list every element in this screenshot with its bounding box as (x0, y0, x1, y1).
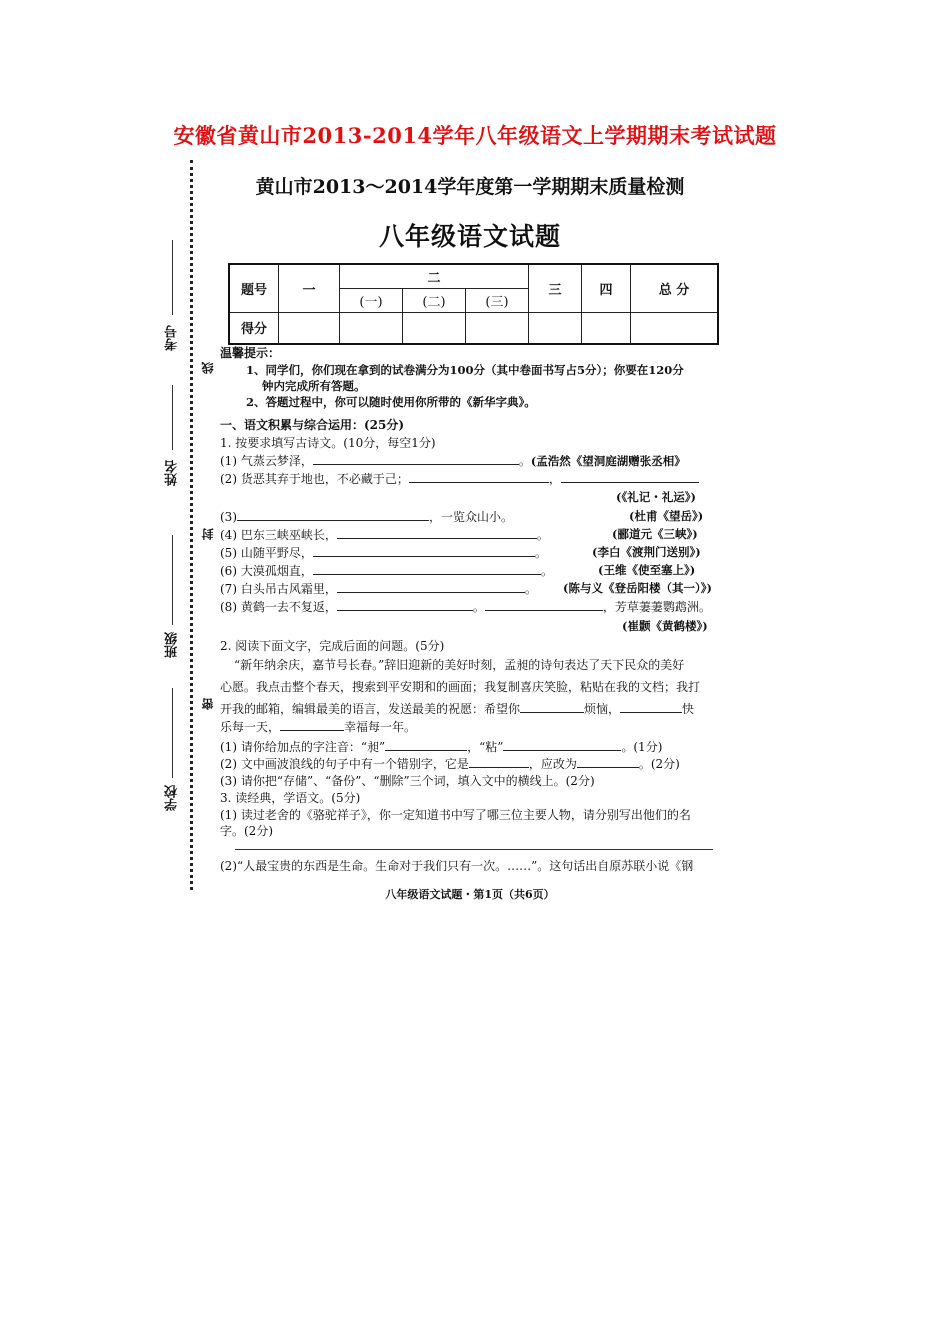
binding-mark-secret: 密 (201, 698, 215, 710)
question-2: 2. 阅读下面文字，完成后面的问题。(5分) (220, 639, 445, 653)
passage-line: “新年纳余庆，嘉节号长春。”辞旧迎新的美好时刻，孟昶的诗句表达了天下民众的美好 (234, 658, 685, 672)
poem-source: (李白《渡荆门送别》) (592, 545, 701, 559)
sub-question: (2) 文中画波浪线的句子中有一个错别字，它是 ，应改为 。(2分) (220, 757, 680, 771)
sub-question: (1) 请你给加点的字注音：“昶” ，“粘” 。(1分) (220, 740, 663, 754)
question-3: 3. 读经典，学语文。(5分) (220, 791, 361, 805)
score-cell (403, 312, 466, 344)
poem-source: (郦道元《三峡》) (612, 527, 698, 541)
passage-line: 开我的邮箱，编辑最美的语言，发送最美的祝愿：希望你 烦恼， 快 (220, 702, 695, 716)
binding-dotted-line (190, 160, 193, 890)
score-cell (340, 312, 403, 344)
binding-mark-line: 线 (201, 362, 215, 374)
score-header-3: 三 (529, 264, 582, 312)
score-header-total: 总 分 (631, 264, 719, 312)
binding-blank (172, 688, 173, 778)
poem-source: (《礼记・礼运》) (616, 490, 696, 504)
poem-source: (崔颢《黄鹤楼》) (622, 619, 708, 633)
poem-line-2: (2) 货恶其弃于地也，不必藏于己； ， (220, 470, 699, 488)
section-heading: 一、语文积累与综合运用：(25分) (220, 418, 405, 432)
sub-question: (1) 读过老舍的《骆驼祥子》，你一定知道书中写了哪三位主要人物，请分别写出他们的名 (220, 808, 691, 822)
score-header-label: 题号 (229, 264, 279, 312)
binding-mark-seal: 封 (201, 528, 215, 540)
tip-line: 钟内完成所有答题。 (262, 379, 366, 393)
score-cell (582, 312, 631, 344)
sub-question: (3) 请你把“存储”、“备份”、“删除”三个词，填入文中的横线上。(2分) (220, 774, 595, 788)
exam-header: 黄山市2013～2014学年度第一学期期末质量检测 (255, 176, 685, 198)
poem-line-1: (1) 气蒸云梦泽， 。(孟浩然《望洞庭湖赠张丞相》 (220, 454, 686, 468)
binding-blank (172, 535, 173, 625)
exam-subject-title: 八年级语文试题 (378, 222, 561, 251)
passage-line: 乐每一天， 幸福每一年。 (220, 720, 417, 734)
page-footer: 八年级语文试题・第1页（共6页） (385, 888, 555, 901)
answer-line (235, 849, 713, 850)
score-header-2: 二 (340, 264, 529, 288)
poem-line-7: (7) 白头吊古风霜里， 。 (220, 582, 537, 596)
score-cell (529, 312, 582, 344)
score-sub-1: (一) (340, 288, 403, 312)
binding-label-school: 学校 (165, 785, 180, 811)
binding-blank (172, 385, 173, 450)
poem-line-8: (8) 黄鹤一去不复返， 。 ，芳草萋萋鹦鹉洲。 (220, 600, 711, 614)
tips-title: 温馨提示： (220, 346, 281, 360)
question-1: 1. 按要求填写古诗文。(10分，每空1分) (220, 436, 436, 450)
score-row-label: 得分 (229, 312, 279, 344)
passage-line: 心愿。我点击整个春天，搜索到平安期和的画面；我复制喜庆笑脸，粘贴在我的文档；我打 (220, 680, 701, 694)
binding-label-class: 班级 (165, 632, 180, 658)
score-sub-2: (二) (403, 288, 466, 312)
score-header-1: 一 (279, 264, 340, 312)
sub-question: 字。(2分) (220, 824, 273, 838)
sub-question: (2)“人最宝贵的东西是生命。生命对于我们只有一次。……”。这句话出自原苏联小说《钢 (220, 859, 694, 873)
poem-line-4: (4) 巴东三峡巫峡长， 。 (220, 528, 549, 542)
score-table (228, 263, 719, 345)
score-cell (279, 312, 340, 344)
tip-line: 2、答题过程中，你可以随时使用你所带的《新华字典》。 (246, 395, 536, 409)
poem-line-3: (3) ，一览众山小。 (220, 510, 514, 524)
poem-line-6: (6) 大漠孤烟直， 。 (220, 564, 553, 578)
tip-line: 1、同学们，你们现在拿到的试卷满分为100分（其中卷面书写占5分）；你要在120分 (246, 363, 684, 377)
binding-blank (172, 240, 173, 315)
poem-source: (陈与义《登岳阳楼（其一）》) (563, 581, 712, 595)
score-cell (466, 312, 529, 344)
poem-source: (杜甫《望岳》) (629, 509, 704, 523)
binding-label-name: 姓名 (165, 460, 180, 486)
score-header-4: 四 (582, 264, 631, 312)
page-title: 安徽省黄山市2013-2014学年八年级语文上学期期末考试试题 (173, 123, 777, 148)
score-sub-3: (三) (466, 288, 529, 312)
poem-line-5: (5) 山随平野尽， 。 (220, 546, 547, 560)
poem-source: (王维《使至塞上》) (598, 563, 696, 577)
binding-label-id: 考号 (165, 325, 180, 351)
score-cell (631, 312, 719, 344)
